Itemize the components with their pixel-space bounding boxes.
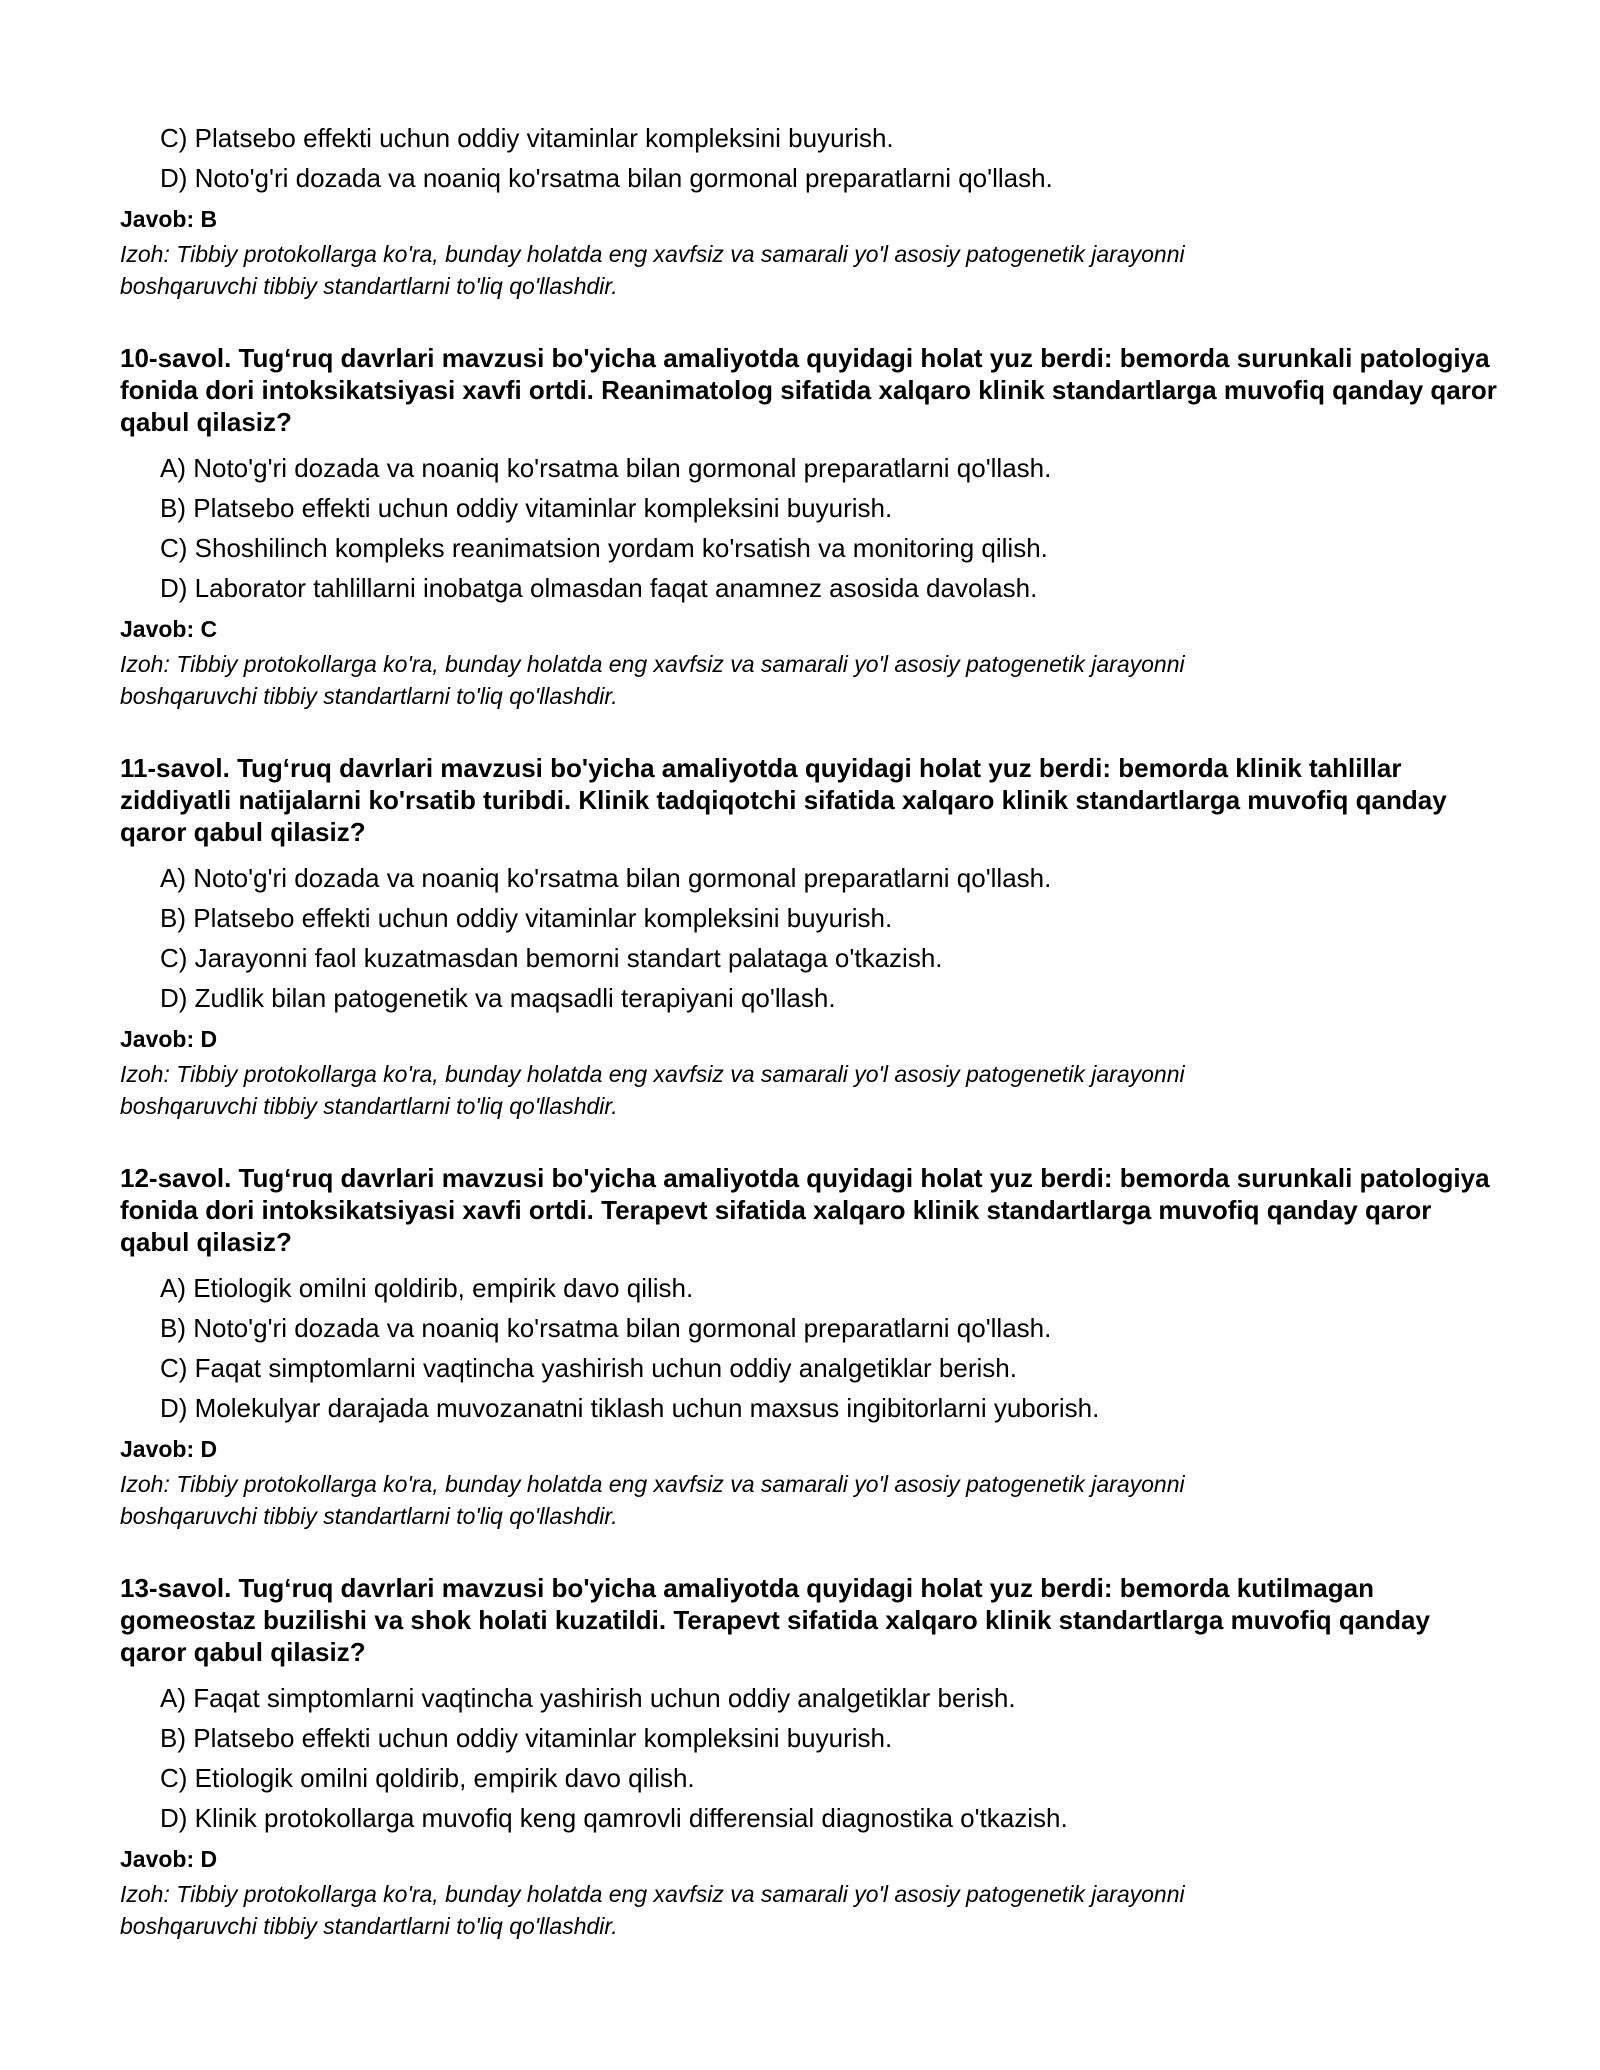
explanation-line: boshqaruvchi tibbiy standartlarni to'liq qo'llashdir. [120, 273, 618, 299]
explanation [120, 1878, 1500, 1942]
answer-option: B) Platsebo effekti uchun oddiy vitaminlar kompleksini buyurish. [160, 493, 893, 523]
explanation-line: Izoh: Tibbiy protokollarga ko'ra, bunday holatda eng xavfsiz va samarali yo'l asosiy patogenetik jarayonni [120, 1471, 1185, 1497]
question-13 [120, 1572, 1500, 1942]
explanation [120, 648, 1500, 712]
answer-option: A) Noto'g'ri dozada va noaniq ko'rsatma bilan gormonal preparatlarni qo'llash. [160, 453, 1052, 483]
answer-option: D) Laborator tahlillarni inobatga olmasdan faqat anamnez asosida davolash. [160, 573, 1038, 603]
correct-answer: Javob: D [120, 1026, 218, 1052]
answer-option: C) Faqat simptomlarni vaqtincha yashirish uchun oddiy analgetiklar berish. [160, 1353, 1017, 1383]
correct-answer: Javob: B [120, 206, 218, 232]
answer-option: D) Zudlik bilan patogenetik va maqsadli terapiyani qo'llash. [160, 983, 836, 1013]
correct-answer: Javob: C [120, 616, 218, 642]
answer-option: C) Etiologik omilni qoldirib, empirik davo qilish. [160, 1763, 695, 1793]
question-text: 13-savol. Tug‘ruq davrlari mavzusi bo'yicha amaliyotda quyidagi holat yuz berdi: bemorda kutilmagan gomeostaz buzilishi va shok holati kuzatildi. Terapevt sifatida xalqaro klinik standartlarga muvofiq qanday qaror qabul qilasiz? [120, 1573, 1430, 1667]
answer-option: C) Platsebo effekti uchun oddiy vitaminlar kompleksini buyurish. [160, 123, 894, 153]
question-9-continuation [120, 118, 1500, 302]
explanation-line: boshqaruvchi tibbiy standartlarni to'liq qo'llashdir. [120, 1503, 618, 1529]
explanation-line: boshqaruvchi tibbiy standartlarni to'liq qo'llashdir. [120, 1913, 618, 1939]
correct-answer: Javob: D [120, 1436, 218, 1462]
answer-option: D) Molekulyar darajada muvozanatni tiklash uchun maxsus ingibitorlarni yuborish. [160, 1393, 1100, 1423]
answer-option: D) Klinik protokollarga muvofiq keng qamrovli differensial diagnostika o'tkazish. [160, 1803, 1068, 1833]
explanation [120, 1468, 1500, 1532]
answer-option: A) Faqat simptomlarni vaqtincha yashirish uchun oddiy analgetiklar berish. [160, 1683, 1016, 1713]
explanation-line: boshqaruvchi tibbiy standartlarni to'liq qo'llashdir. [120, 683, 618, 709]
answer-option: B) Platsebo effekti uchun oddiy vitaminlar kompleksini buyurish. [160, 903, 893, 933]
answer-option: C) Shoshilinch kompleks reanimatsion yordam ko'rsatish va monitoring qilish. [160, 533, 1048, 563]
explanation-line: Izoh: Tibbiy protokollarga ko'ra, bunday holatda eng xavfsiz va samarali yo'l asosiy patogenetik jarayonni [120, 1881, 1185, 1907]
answer-option: A) Etiologik omilni qoldirib, empirik davo qilish. [160, 1273, 694, 1303]
answer-option: A) Noto'g'ri dozada va noaniq ko'rsatma bilan gormonal preparatlarni qo'llash. [160, 863, 1052, 893]
correct-answer: Javob: D [120, 1846, 218, 1872]
explanation-line: boshqaruvchi tibbiy standartlarni to'liq qo'llashdir. [120, 1093, 618, 1119]
question-10 [120, 342, 1500, 712]
explanation-line: Izoh: Tibbiy protokollarga ko'ra, bunday holatda eng xavfsiz va samarali yo'l asosiy patogenetik jarayonni [120, 241, 1185, 267]
explanation-line: Izoh: Tibbiy protokollarga ko'ra, bunday holatda eng xavfsiz va samarali yo'l asosiy patogenetik jarayonni [120, 651, 1185, 677]
answer-option: D) Noto'g'ri dozada va noaniq ko'rsatma bilan gormonal preparatlarni qo'llash. [160, 163, 1053, 193]
explanation [120, 238, 1500, 302]
question-text: 10-savol. Tug‘ruq davrlari mavzusi bo'yicha amaliyotda quyidagi holat yuz berdi: bemorda surunkali patologiya fonida dori intoksikatsiyasi xavfi ortdi. Reanimatolog sifatida xalqaro klinik standartlarga muvofiq qanday qaror qabul qilasiz? [120, 343, 1497, 437]
explanation-line: Izoh: Tibbiy protokollarga ko'ra, bunday holatda eng xavfsiz va samarali yo'l asosiy patogenetik jarayonni [120, 1061, 1185, 1087]
question-text: 11-savol. Tug‘ruq davrlari mavzusi bo'yicha amaliyotda quyidagi holat yuz berdi: bemorda klinik tahlillar ziddiyatli natijalarni ko'rsatib turibdi. Klinik tadqiqotchi sifatida xalqaro klinik standartlarga muvofiq qanday qaror qabul qilasiz? [120, 753, 1447, 847]
answer-option: C) Jarayonni faol kuzatmasdan bemorni standart palataga o'tkazish. [160, 943, 943, 973]
answer-option: B) Platsebo effekti uchun oddiy vitaminlar kompleksini buyurish. [160, 1723, 893, 1753]
question-12 [120, 1162, 1500, 1532]
answer-option: B) Noto'g'ri dozada va noaniq ko'rsatma bilan gormonal preparatlarni qo'llash. [160, 1313, 1052, 1343]
question-text: 12-savol. Tug‘ruq davrlari mavzusi bo'yicha amaliyotda quyidagi holat yuz berdi: bemorda surunkali patologiya fonida dori intoksikatsiyasi xavfi ortdi. Terapevt sifatida xalqaro klinik standartlarga muvofiq qanday qaror qabul qilasiz? [120, 1163, 1490, 1257]
explanation [120, 1058, 1500, 1122]
document-page [120, 118, 1500, 1942]
question-11 [120, 752, 1500, 1122]
